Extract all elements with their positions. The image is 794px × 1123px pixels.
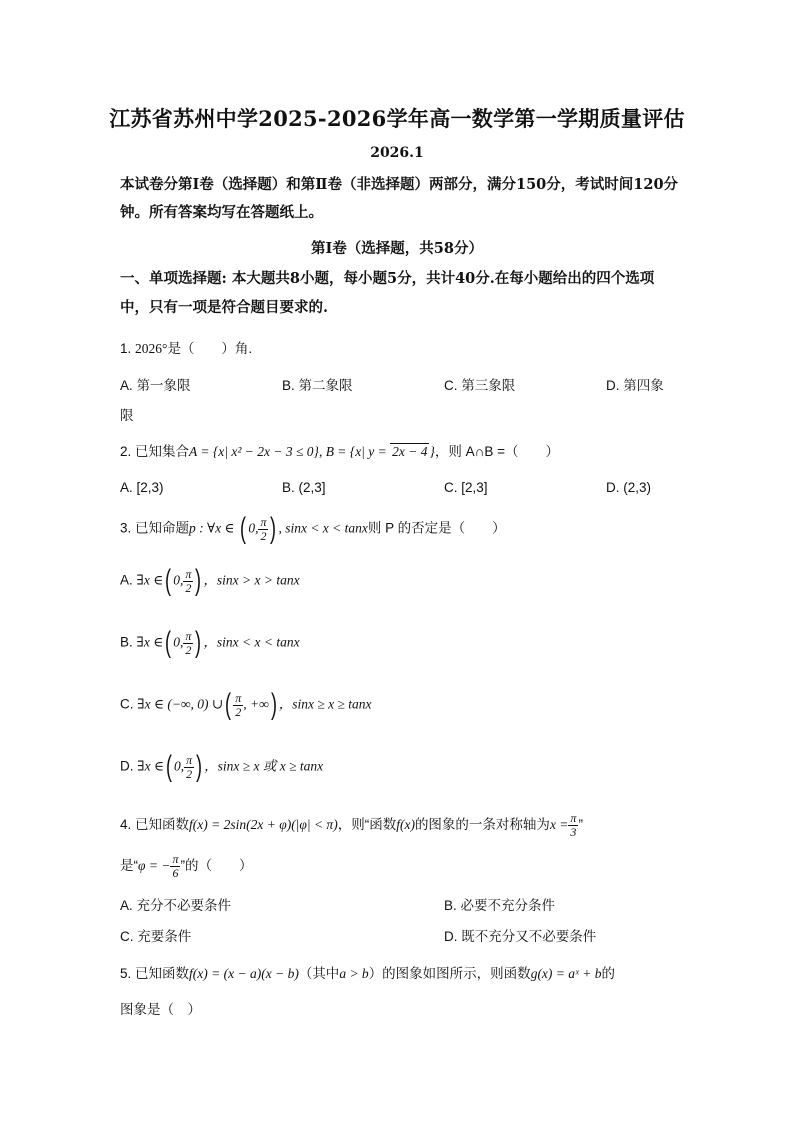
option-a[interactable]: A. [2,3): [120, 480, 164, 495]
set-b-radicand: 2x − 4: [392, 444, 428, 459]
option-label: C.: [120, 696, 134, 712]
phi-expression: φ = −: [138, 858, 171, 874]
option-a[interactable]: A. 第一象限: [120, 378, 191, 393]
proposition: p : ∀x ∈: [189, 520, 235, 536]
question-stem-pre: 已知函数: [135, 817, 190, 833]
function-expression: f(x) = 2sin(2x + φ)(|φ| < π): [189, 817, 338, 833]
option-c[interactable]: C. 第三象限: [444, 378, 516, 393]
set-b-post: }: [429, 444, 435, 459]
option-exists: ∃x ∈: [137, 758, 164, 774]
option-interval-right: , +∞: [243, 696, 269, 712]
option-exists: ∃x ∈ (−∞, 0) ∪: [137, 696, 224, 712]
question-2: [120, 440, 559, 460]
option-condition: ，sinx ≥ x 或 x ≥ tanx: [204, 758, 324, 774]
question-1: [120, 337, 252, 357]
function-name: f(x): [396, 817, 415, 833]
pi-over-6: $\frac{\pi}{6}$: [172, 852, 179, 880]
g-function: g(x) = aˣ + b: [530, 966, 602, 981]
option-d-wrap: 限: [120, 408, 134, 423]
option-d[interactable]: D. ∃x ∈( 0, $\frac{\pi}{2}$ ) ，sinx ≥ x 或 x ≥ tanx: [120, 750, 324, 783]
exam-date: 2026.1: [370, 145, 424, 161]
line2-post: ”的（ ）: [180, 858, 253, 874]
question-number: 5.: [120, 966, 132, 981]
option-condition: ，sinx > x > tanx: [203, 572, 300, 588]
condition: a > b: [339, 966, 369, 981]
proposition-condition: , sinx < x < tanx: [278, 520, 368, 536]
question-stem-mid2: ）的图象如图所示，则函数: [368, 966, 531, 981]
option-b[interactable]: B. 必要不充分条件: [444, 898, 556, 913]
interval-left: 0,: [248, 520, 259, 536]
option-a[interactable]: A. 充分不必要条件: [120, 898, 232, 913]
option-d[interactable]: D. (2,3): [606, 480, 652, 495]
question-stem-mid: （其中: [298, 966, 340, 981]
option-b[interactable]: B. ∃x ∈( 0, $\frac{\pi}{2}$ ) ，sinx < x < tanx: [120, 626, 300, 659]
question-stem: 是（ ）角.: [167, 341, 253, 356]
option-label: B.: [120, 634, 133, 650]
section-title: 第Ⅰ卷（选择题，共58分）: [311, 240, 483, 257]
question-number: 4.: [120, 817, 132, 833]
question-stem-pre: 已知命题: [135, 520, 190, 536]
question-stem-mid: ，则“函数: [337, 817, 397, 833]
option-condition: ，sinx < x < tanx: [203, 634, 300, 650]
option-d[interactable]: D. 第四象: [606, 378, 664, 393]
option-condition: ，sinx ≥ x ≥ tanx: [278, 696, 372, 712]
question-stem-pre: 已知集合: [135, 444, 190, 459]
question-3: 3. 已知命题p : ∀x ∈ ( 0, $\frac{\pi}{2}$ ) , sinx < x < tanx则 P 的否定是（ ）: [120, 512, 506, 545]
question-4-line2: [120, 853, 252, 880]
option-b[interactable]: B. 第二象限: [282, 378, 353, 393]
option-d[interactable]: D. 既不充分又不必要条件: [444, 929, 597, 944]
math-expression: 2026°: [135, 341, 168, 356]
pi-over-3: $\frac{\pi}{3}$: [570, 811, 577, 839]
question-stem-post: ，则 A∩B =（ ）: [434, 444, 559, 459]
question-4: [120, 812, 583, 839]
set-a: A = {x| x² − 2x − 3 ≤ 0}: [189, 444, 319, 459]
function-expression: f(x) = (x − a)(x − b): [189, 966, 299, 981]
option-label: D.: [120, 758, 134, 774]
quote-end: ”: [578, 817, 583, 833]
question-stem-pre: 已知函数: [135, 966, 190, 981]
pi-over-2: $\frac{\pi}{2}$: [260, 514, 267, 543]
option-c[interactable]: C. 充要条件: [120, 929, 192, 944]
option-exists: ∃x ∈: [136, 634, 164, 650]
question-stem-mid2: 的图象的一条对称轴为: [414, 817, 550, 833]
option-exists: ∃x ∈: [136, 572, 164, 588]
option-b[interactable]: B. (2,3]: [282, 480, 326, 495]
set-b-pre: , B = {x| y =: [318, 444, 391, 459]
question-number: 1.: [120, 341, 132, 356]
line2-pre: 是“: [120, 858, 138, 874]
question-stem-post: 则 P 的否定是（ ）: [367, 520, 506, 536]
question-5-line2: 图象是（ ）: [120, 1002, 201, 1017]
question-number: 2.: [120, 444, 132, 459]
section-instructions: 一、单项选择题: 本大题共8小题，每小题5分，共计40分.在每小题给出的四个选项中，只有一项是符合题目要求的.: [120, 270, 655, 316]
question-stem-post: 的: [601, 966, 615, 981]
exam-intro: 本试卷分第Ⅰ卷（选择题）和第Ⅱ卷（非选择题）两部分，满分150分，考试时间120分钟。所有答案均写在答题纸上。: [120, 176, 679, 221]
exam-title: 江苏省苏州中学2025-2026学年高一数学第一学期质量评估: [109, 106, 685, 131]
option-c[interactable]: C. ∃x ∈ (−∞, 0) ∪( $\frac{\pi}{2}$ , +∞) ，sinx ≥ x ≥ tanx: [120, 688, 372, 721]
option-label: A.: [120, 572, 133, 588]
option-a[interactable]: A. ∃x ∈( 0, $\frac{\pi}{2}$ ) ，sinx > x > tanx: [120, 564, 300, 597]
question-number: 3.: [120, 520, 132, 536]
question-5: [120, 962, 615, 982]
axis-expression: x =: [549, 817, 569, 833]
option-c[interactable]: C. [2,3]: [444, 480, 488, 495]
